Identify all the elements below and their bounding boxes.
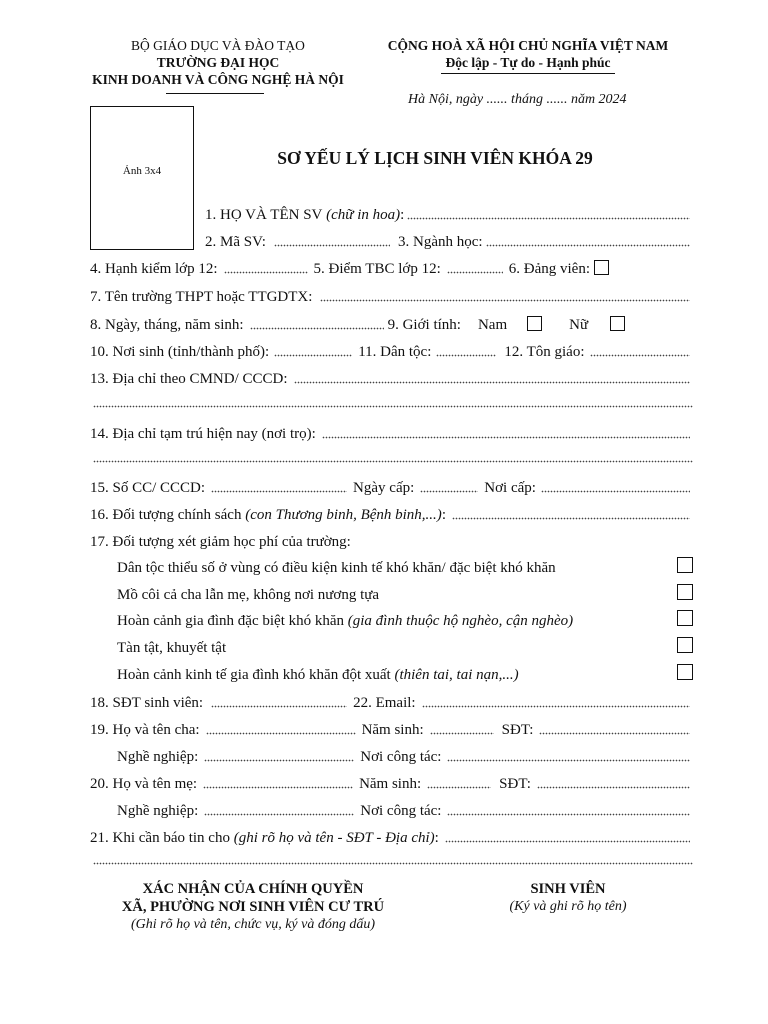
field-emergency-contact[interactable]: 21. Khi cần báo tin cho (ghi rõ họ và tên - SĐT - Địa chỉ) : <box>90 825 693 847</box>
email-label: 22. Email: <box>353 695 416 711</box>
field-high-school[interactable] <box>90 284 693 306</box>
gpa-fill[interactable] <box>447 271 503 275</box>
row-dob-gender <box>90 312 693 334</box>
mother-workplace-fill[interactable] <box>447 813 690 817</box>
tuition-option <box>117 555 677 577</box>
tuition-option-checkbox[interactable] <box>677 557 693 573</box>
field-note: (con Thương binh, Bệnh binh,...) <box>245 507 442 523</box>
issue-place-label: Nơi cấp: <box>484 480 536 496</box>
dob-fill[interactable] <box>250 327 384 331</box>
student-phone-fill[interactable] <box>211 705 347 709</box>
tuition-option-note: (gia đình thuộc hộ nghèo, cận nghèo) <box>347 613 574 629</box>
gender-female-checkbox[interactable] <box>610 316 625 331</box>
mother-occupation-label: Nghề nghiệp: <box>117 803 199 819</box>
major-fill[interactable] <box>486 244 690 248</box>
tuition-option-note: (thiên tai, tai nạn,...) <box>394 667 519 683</box>
student-signature-block <box>470 880 666 916</box>
father-workplace-label: Nơi công tác: <box>360 749 442 765</box>
field-label: 17. Đối tượng xét giảm học phí của trường: <box>90 534 351 550</box>
birthplace-label: 10. Nơi sinh (tỉnh/thành phố): <box>90 344 270 360</box>
emergency-contact-fill-line-2[interactable] <box>93 862 693 866</box>
party-member-label: 6. Đảng viên: <box>508 261 590 277</box>
field-note: (chữ in hoa) <box>326 207 401 223</box>
tuition-option <box>117 582 677 604</box>
ethnicity-fill[interactable] <box>436 354 496 358</box>
student-id-label: 2. Mã SV: <box>205 234 266 250</box>
gender-male-checkbox[interactable] <box>527 316 542 331</box>
dob-label: 8. Ngày, tháng, năm sinh: <box>90 317 244 333</box>
id-address-fill-line-2[interactable] <box>93 405 693 409</box>
ministry-name: BỘ GIÁO DỤC VÀ ĐÀO TẠO <box>131 38 305 53</box>
field-temporary-address[interactable] <box>90 421 693 443</box>
school-name-line1: TRƯỜNG ĐẠI HỌC <box>156 55 280 70</box>
fill-line[interactable] <box>294 381 691 385</box>
row-conduct-gpa-party <box>90 256 693 278</box>
mother-name-fill[interactable] <box>203 786 353 790</box>
field-label: 1. HỌ VÀ TÊN SV <box>205 207 323 223</box>
gender-male-label: Nam <box>477 317 508 333</box>
student-signature-note: (Ký và ghi rõ họ tên) <box>509 899 627 914</box>
mother-phone-label: SĐT: <box>499 776 531 792</box>
tuition-option-checkbox[interactable] <box>677 664 693 680</box>
conduct-fill[interactable] <box>224 271 308 275</box>
field-id-address[interactable] <box>90 366 693 388</box>
email-fill[interactable] <box>422 705 690 709</box>
issue-date-label: Ngày cấp: <box>353 480 415 496</box>
header-right-underline <box>441 73 615 74</box>
field-note: (ghi rõ họ và tên - SĐT - Địa chỉ) <box>233 830 435 846</box>
row-mother-job <box>117 798 693 820</box>
tuition-option <box>117 608 677 630</box>
student-id-fill[interactable] <box>274 244 390 248</box>
row-phone-email <box>90 690 693 712</box>
local-authority-title-line2: XÃ, PHƯỜNG NƠI SINH VIÊN CƯ TRÚ <box>121 899 385 915</box>
father-birth-year-label: Năm sinh: <box>361 722 424 738</box>
fill-line[interactable] <box>452 517 690 521</box>
tuition-option-text: Hoàn cảnh gia đình đặc biệt khó khăn <box>117 613 345 629</box>
ethnicity-label: 11. Dân tộc: <box>358 344 432 360</box>
field-student-id-major <box>205 229 693 251</box>
gender-female-label: Nữ <box>569 317 589 333</box>
father-workplace-fill[interactable] <box>447 759 690 763</box>
field-label: 16. Đối tượng chính sách <box>90 507 242 523</box>
conduct-label: 4. Hạnh kiểm lớp 12: <box>90 261 218 277</box>
major-label: 3. Ngành học: <box>397 234 483 250</box>
field-label: 21. Khi cần báo tin cho <box>90 830 230 846</box>
photo-label: Ảnh 3x4 <box>122 165 162 177</box>
id-card-fill[interactable] <box>211 490 347 494</box>
tuition-option-text: Dân tộc thiểu số ở vùng có điều kiện kinh tế khó khăn/ đặc biệt khó khăn <box>117 560 556 576</box>
tuition-option-checkbox[interactable] <box>677 584 693 600</box>
id-card-label: 15. Số CC/ CCCD: <box>90 480 206 496</box>
row-father <box>90 717 693 739</box>
tuition-option-checkbox[interactable] <box>677 637 693 653</box>
tuition-option <box>117 635 677 657</box>
row-id-card <box>90 475 693 497</box>
father-name-label: 19. Họ và tên cha: <box>90 722 200 738</box>
mother-occupation-fill[interactable] <box>204 813 354 817</box>
field-label: 14. Địa chỉ tạm trú hiện nay (nơi trọ): <box>90 426 316 442</box>
row-mother <box>90 771 693 793</box>
father-name-fill[interactable] <box>206 732 356 736</box>
mother-name-label: 20. Họ và tên mẹ: <box>90 776 198 792</box>
party-member-checkbox[interactable] <box>594 260 609 275</box>
row-father-job <box>117 744 693 766</box>
school-name-line2: KINH DOANH VÀ CÔNG NGHỆ HÀ NỘI <box>92 72 344 87</box>
gpa-label: 5. Điểm TBC lớp 12: <box>313 261 441 277</box>
tuition-option-checkbox[interactable] <box>677 610 693 626</box>
mother-birth-year-fill[interactable] <box>427 786 491 790</box>
field-full-name[interactable]: 1. HỌ VÀ TÊN SV (chữ in hoa) : <box>205 202 693 224</box>
tuition-option-text: Mồ côi cả cha lẫn mẹ, không nơi nương tựa <box>117 587 380 603</box>
field-label: 13. Địa chỉ theo CMND/ CCCD: <box>90 371 288 387</box>
tuition-option-text: Hoàn cảnh kinh tế gia đình khó khăn đột xuất <box>117 667 391 683</box>
religion-fill[interactable] <box>590 354 690 358</box>
fill-line[interactable] <box>407 217 690 221</box>
mother-birth-year-label: Năm sinh: <box>359 776 422 792</box>
local-authority-signature-block <box>90 880 416 934</box>
fill-line[interactable] <box>322 436 690 440</box>
local-authority-title-line1: XÁC NHẬN CỦA CHÍNH QUYỀN <box>142 881 364 897</box>
date-line: Hà Nội, ngày ...... tháng ...... năm 2024 <box>408 92 627 107</box>
header-left <box>62 37 374 88</box>
father-phone-fill[interactable] <box>539 732 690 736</box>
temporary-address-fill-line-2[interactable] <box>93 460 693 464</box>
mother-phone-fill[interactable] <box>537 786 690 790</box>
mother-workplace-label: Nơi công tác: <box>360 803 442 819</box>
father-occupation-fill[interactable] <box>204 759 354 763</box>
field-tuition-reduction <box>90 529 693 551</box>
header-left-underline <box>166 93 264 94</box>
tuition-option <box>117 662 677 684</box>
father-birth-year-fill[interactable] <box>430 732 494 736</box>
header-right <box>352 37 704 71</box>
row-birthplace-ethnicity-religion <box>90 339 693 361</box>
birthplace-fill[interactable] <box>274 354 352 358</box>
fill-line[interactable] <box>445 840 690 844</box>
photo-placeholder <box>90 106 194 250</box>
fill-line[interactable] <box>320 299 690 303</box>
tuition-option-text: Tàn tật, khuyết tật <box>117 640 227 656</box>
religion-label: 12. Tôn giáo: <box>504 344 585 360</box>
father-phone-label: SĐT: <box>501 722 534 738</box>
field-policy-subject[interactable]: 16. Đối tượng chính sách (con Thương binh, Bệnh binh,...) : <box>90 502 693 524</box>
page-title: SƠ YẾU LÝ LỊCH SINH VIÊN KHÓA 29 <box>277 148 593 168</box>
country-name: CỘNG HOÀ XÃ HỘI CHỦ NGHĨA VIỆT NAM <box>387 38 669 53</box>
local-authority-note: (Ghi rõ họ và tên, chức vụ, ký và đóng dấu) <box>130 917 375 932</box>
father-occupation-label: Nghề nghiệp: <box>117 749 199 765</box>
field-label: 7. Tên trường THPT hoặc TTGDTX: <box>90 289 313 305</box>
student-phone-label: 18. SĐT sinh viên: <box>90 695 204 711</box>
student-signature-title: SINH VIÊN <box>530 881 606 897</box>
issue-place-fill[interactable] <box>541 490 690 494</box>
national-motto: Độc lập - Tự do - Hạnh phúc <box>445 55 611 70</box>
issue-date-fill[interactable] <box>420 490 478 494</box>
gender-label: 9. Giới tính: <box>387 317 461 333</box>
